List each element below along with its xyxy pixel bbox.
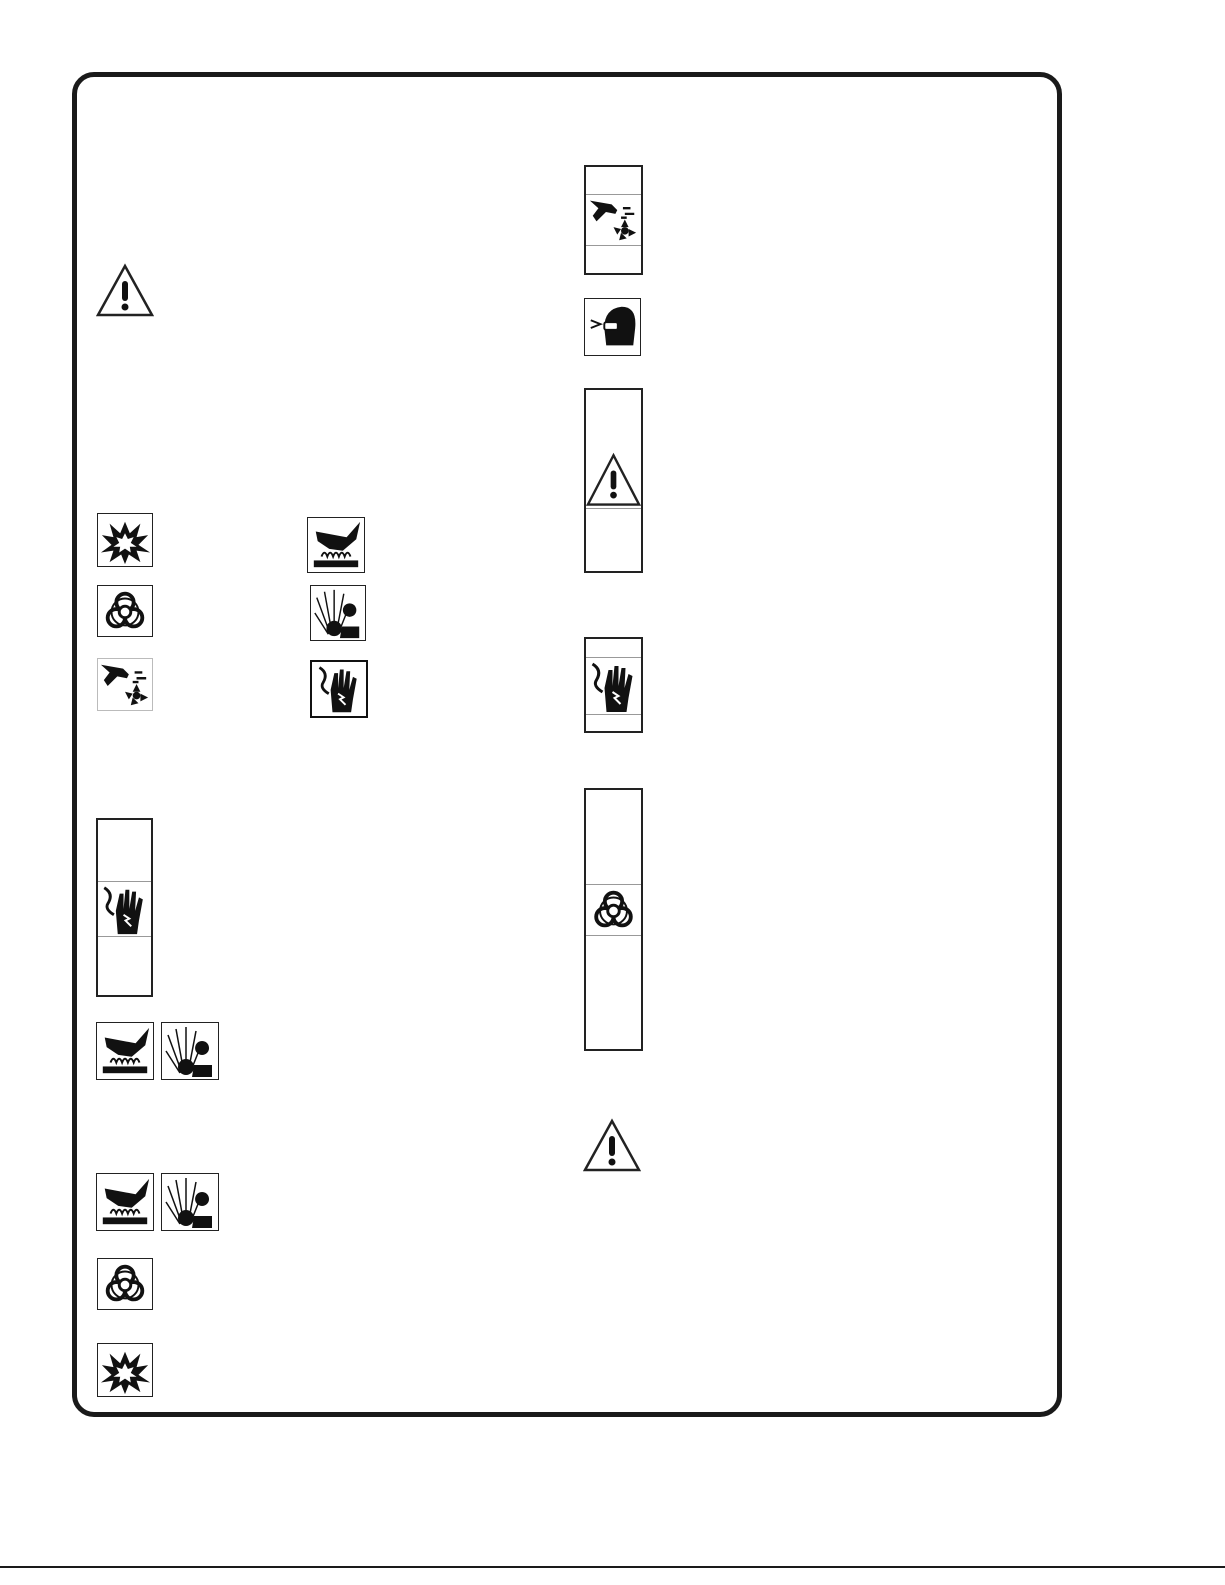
warning-triangle-icon xyxy=(583,1118,641,1172)
biohazard-icon xyxy=(97,585,153,637)
electric-shock-icon xyxy=(586,657,641,715)
rotating-parts-panel xyxy=(584,165,643,275)
pressurized-spray-icon xyxy=(161,1173,219,1231)
pressurized-spray-icon xyxy=(161,1022,219,1080)
biohazard-panel xyxy=(584,788,643,1051)
page-bottom-rule xyxy=(0,1566,1225,1568)
electric-shock-panel xyxy=(96,818,153,997)
warning-triangle-icon xyxy=(96,263,154,317)
hot-surface-icon xyxy=(96,1173,154,1231)
safety-page-frame xyxy=(72,72,1062,1417)
explosion-icon xyxy=(97,1343,153,1397)
hot-surface-icon xyxy=(307,517,365,573)
biohazard-icon xyxy=(586,884,641,936)
general-warning-panel xyxy=(584,388,643,573)
hot-surface-icon xyxy=(96,1022,154,1080)
warning-triangle-icon xyxy=(586,450,641,508)
explosion-icon xyxy=(97,513,153,567)
eye-protection-icon xyxy=(584,298,641,356)
rotating-parts-icon xyxy=(97,658,153,711)
electric-shock-icon xyxy=(310,660,368,718)
biohazard-icon xyxy=(97,1258,153,1310)
electric-shock-panel xyxy=(584,637,643,733)
pressurized-spray-icon xyxy=(310,585,366,641)
rotating-parts-icon xyxy=(586,194,641,246)
panel-divider xyxy=(586,508,641,509)
electric-shock-icon xyxy=(98,881,151,937)
